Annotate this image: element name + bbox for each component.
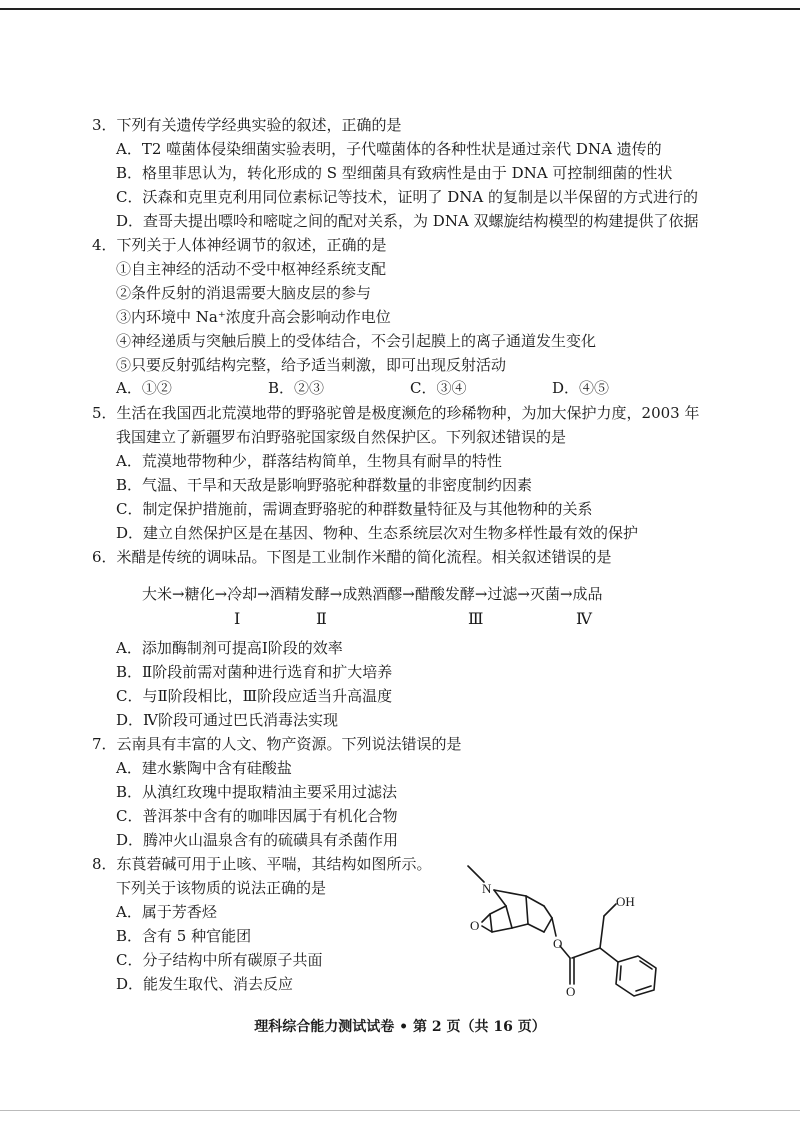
q4-statement-3: ③内环境中 Na⁺浓度升高会影响动作电位 — [116, 308, 391, 326]
q7-option-c: C．普洱茶中含有的咖啡因属于有机化合物 — [116, 807, 398, 825]
q6-option-b: B．Ⅱ阶段前需对菌种进行选育和扩大培养 — [116, 663, 393, 681]
atom-o-epoxide-label: O — [470, 918, 480, 933]
q5-option-b: B．气温、干旱和天敌是影响野骆驼种群数量的非密度制约因素 — [116, 476, 533, 494]
atom-n-label: N — [482, 881, 492, 896]
q6-stem: 6．米醋是传统的调味品。下图是工业制作米醋的简化流程。相关叙述错误的是 — [92, 548, 612, 566]
q6-option-d: D．Ⅳ阶段可通过巴氏消毒法实现 — [116, 711, 339, 729]
q4-statement-1: ①自主神经的活动不受中枢神经系统支配 — [116, 260, 387, 278]
q5-option-c: C．制定保护措施前，需调查野骆驼的种群数量特征及与其他物种的关系 — [116, 500, 593, 518]
q4-option-a: A．①② — [116, 379, 172, 397]
q6-stage-4-label: Ⅳ — [576, 609, 592, 628]
q8-option-b: B．含有 5 种官能团 — [116, 927, 252, 945]
bottom-border — [0, 1110, 800, 1111]
q8-option-d: D．能发生取代、消去反应 — [116, 975, 294, 993]
q7-stem: 7．云南具有丰富的人文、物产资源。下列说法错误的是 — [92, 735, 462, 753]
q6-option-c: C．与Ⅱ阶段相比，Ⅲ阶段应适当升高温度 — [116, 687, 393, 705]
q6-stage-3-label: Ⅲ — [468, 609, 484, 628]
q6-option-a: A．添加酶制剂可提高Ⅰ阶段的效率 — [116, 639, 343, 657]
q3-option-d: D．查哥夫提出嘌呤和嘧啶之间的配对关系，为 DNA 双螺旋结构模型的构建提供了依据 — [116, 212, 699, 230]
q6-process-flow: 大米→糖化→冷却→酒精发酵→成熟酒醪→醋酸发酵→过滤→灭菌→成品 — [142, 585, 603, 603]
q4-statement-2: ②条件反射的消退需要大脑皮层的参与 — [116, 284, 372, 302]
q4-statement-5: ⑤只要反射弧结构完整，给予适当刺激，即可出现反射活动 — [116, 356, 507, 374]
q5-stem-line2: 我国建立了新疆罗布泊野骆驼国家级自然保护区。下列叙述错误的是 — [116, 428, 567, 446]
q3-stem: 3．下列有关遗传学经典实验的叙述，正确的是 — [92, 116, 402, 134]
q5-option-d: D．建立自然保护区是在基因、物种、生态系统层次对生物多样性最有效的保护 — [116, 524, 639, 542]
scopolamine-structure-diagram — [456, 858, 676, 998]
q8-stem-line1: 8．东莨菪碱可用于止咳、平喘，其结构如图所示。 — [92, 855, 432, 873]
q3-option-b: B．格里菲思认为，转化形成的 S 型细菌具有致病性是由于 DNA 可控制细菌的性状 — [116, 164, 673, 182]
q3-option-c: C．沃森和克里克利用同位素标记等技术，证明了 DNA 的复制是以半保留的方式进行的 — [116, 188, 699, 206]
q8-option-c: C．分子结构中所有碳原子共面 — [116, 951, 323, 969]
q4-option-c: C．③④ — [410, 379, 467, 397]
q6-stage-2-label: Ⅱ — [316, 609, 327, 628]
q5-option-a: A．荒漠地带物种少，群落结构简单，生物具有耐旱的特性 — [116, 452, 502, 470]
atom-o-carbonyl-label: O — [566, 984, 576, 998]
q3-option-a: A．T2 噬菌体侵染细菌实验表明，子代噬菌体的各种性状是通过亲代 DNA 遗传的 — [116, 140, 662, 158]
q4-option-b: B．②③ — [268, 379, 325, 397]
q8-option-a: A．属于芳香烃 — [116, 903, 217, 921]
q7-option-a: A．建水紫陶中含有硅酸盐 — [116, 759, 292, 777]
hydroxyl-group-label: OH — [616, 894, 635, 909]
atom-o-ester-label: O — [553, 936, 563, 951]
page-footer: 理科综合能力测试试卷 • 第 2 页（共 16 页） — [254, 1019, 546, 1035]
q5-stem-line1: 5．生活在我国西北荒漠地带的野骆驼曾是极度濒危的珍稀物种，为加大保护力度，2003 年 — [92, 404, 700, 422]
q4-stem: 4．下列关于人体神经调节的叙述，正确的是 — [92, 236, 387, 254]
q7-option-d: D．腾冲火山温泉含有的硫磺具有杀菌作用 — [116, 831, 399, 849]
q7-option-b: B．从滇红玫瑰中提取精油主要采用过滤法 — [116, 783, 398, 801]
q8-stem-line2: 下列关于该物质的说法正确的是 — [116, 879, 327, 897]
q4-statement-4: ④神经递质与突触后膜上的受体结合，不会引起膜上的离子通道发生变化 — [116, 332, 597, 350]
q6-stage-1-label: Ⅰ — [234, 609, 241, 628]
q4-option-d: D．④⑤ — [552, 379, 610, 397]
